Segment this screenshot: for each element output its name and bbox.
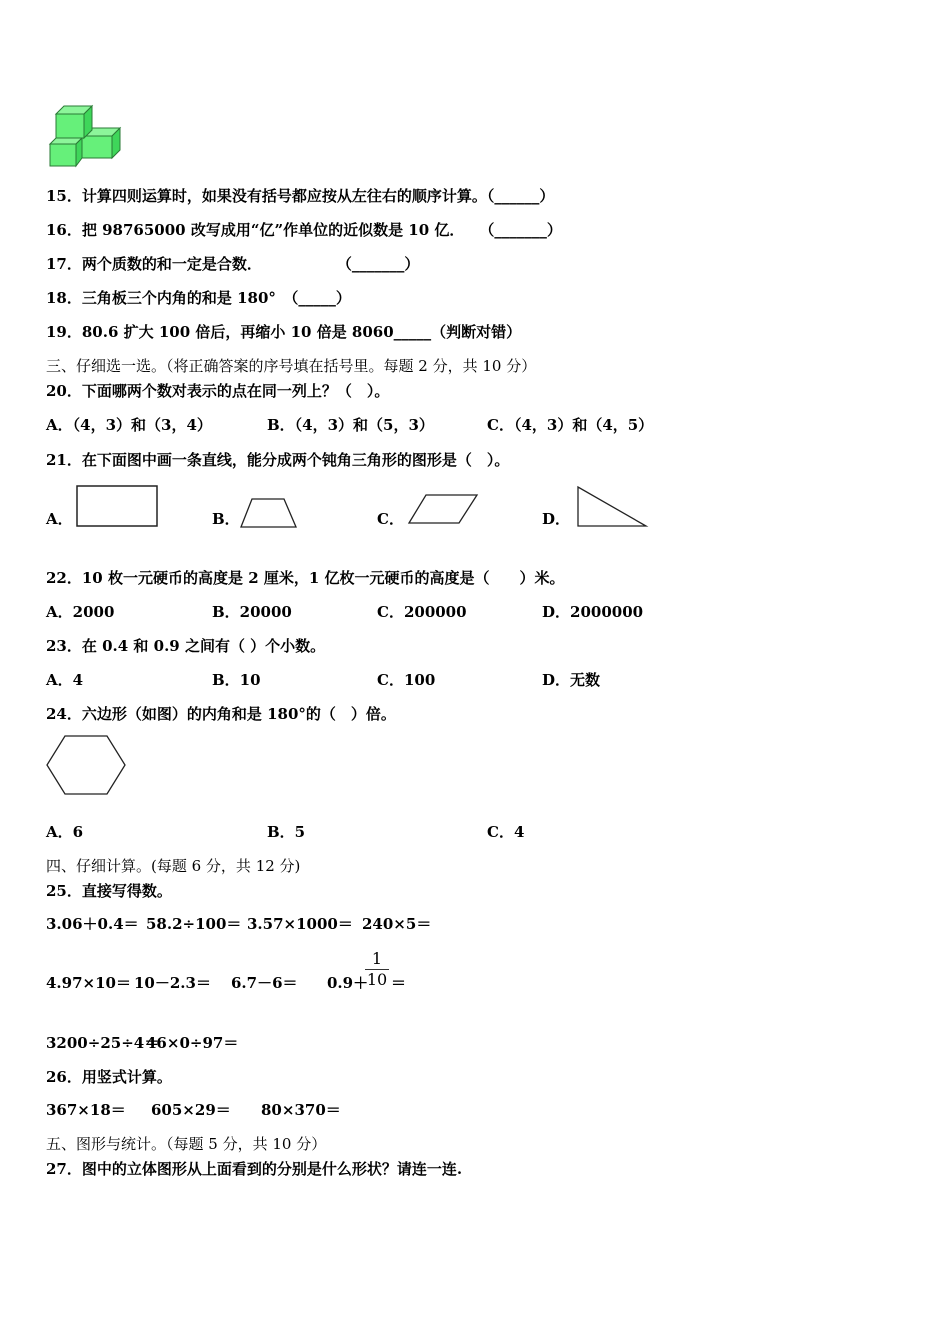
calc-item: 3.06＋0.4＝ xyxy=(46,915,139,933)
section-3-title: 三、仔细选一选。（将正确答案的序号填在括号里。每题 2 分，共 10 分） xyxy=(46,357,537,375)
q23-option-c: C．100 xyxy=(377,671,436,689)
calc-item: 3200÷25÷4＝ xyxy=(46,1034,160,1052)
q20-option-c: C．（4，3）和（4，5） xyxy=(487,416,654,434)
q22-option-c: C．200000 xyxy=(377,603,467,621)
cubes-figure xyxy=(46,100,126,170)
hexagon-shape xyxy=(44,733,128,797)
q21-option-c: C． xyxy=(377,510,404,528)
q24-option-c: C．4 xyxy=(487,823,525,841)
vertical-calc-item: 367×18＝ xyxy=(46,1101,126,1119)
question-20: 20．下面哪两个数对表示的点在同一列上？（ ）。 xyxy=(46,382,390,400)
q23-option-a: A．4 xyxy=(46,671,84,689)
section-5-title: 五、图形与统计。（每题 5 分，共 10 分） xyxy=(46,1135,327,1153)
question-22: 22．10 枚一元硬币的高度是 2 厘米，1 亿枚一元硬币的高度是（ ）米。 xyxy=(46,569,565,587)
q20-option-a: A．（4，3）和（3，4） xyxy=(46,416,212,434)
q22-option-d: D．2000000 xyxy=(542,603,644,621)
question-15: 15．计算四则运算时，如果没有括号都应按从左往右的顺序计算。（______） xyxy=(46,187,555,205)
trapezoid-shape xyxy=(238,496,300,530)
question-18: 18．三角板三个内角的和是 180° （_____） xyxy=(46,289,351,307)
q24-option-b: B．5 xyxy=(267,823,306,841)
vertical-calc-item: 605×29＝ xyxy=(151,1101,231,1119)
calc-item-equals: ＝ xyxy=(391,974,407,992)
calc-item: 4.97×10＝ xyxy=(46,974,131,992)
q22-option-a: A．2000 xyxy=(46,603,115,621)
q24-option-a: A．6 xyxy=(46,823,84,841)
question-19: 19．80.6 扩大 100 倍后，再缩小 10 倍是 8060_____（判断对错） xyxy=(46,323,522,341)
question-25: 25．直接写得数。 xyxy=(46,882,172,900)
calc-item: 58.2÷100＝ xyxy=(146,915,242,933)
calc-item: 6.7－6＝ xyxy=(231,974,298,992)
question-21: 21．在下面图中画一条直线，能分成两个钝角三角形的图形是（ ）。 xyxy=(46,451,510,469)
fraction-numerator: 1 xyxy=(365,949,389,970)
q21-option-a: A． xyxy=(46,510,73,528)
parallelogram-shape xyxy=(406,492,480,526)
calc-item: 3.57×1000＝ xyxy=(247,915,353,933)
question-27: 27．图中的立体图形从上面看到的分别是什么形状？请连一连. xyxy=(46,1160,463,1178)
fraction-denominator: 10 xyxy=(366,970,388,989)
section-4-title: 四、仔细计算。(每题 6 分，共 12 分) xyxy=(46,857,301,875)
vertical-calc-item: 80×370＝ xyxy=(261,1101,341,1119)
q20-option-b: B．（4，3）和（5，3） xyxy=(267,416,434,434)
calc-item: 10－2.3＝ xyxy=(134,974,211,992)
q22-option-b: B．20000 xyxy=(212,603,292,621)
q21-option-d: D． xyxy=(542,510,571,528)
rectangle-shape xyxy=(74,484,160,530)
question-17: 17．两个质数的和一定是合数． （_______） xyxy=(46,255,420,273)
calc-item-fraction-prefix: 0.9＋ xyxy=(327,974,369,992)
question-26: 26．用竖式计算。 xyxy=(46,1068,172,1086)
q23-option-b: B．10 xyxy=(212,671,261,689)
question-24: 24．六边形（如图）的内角和是 180°的（ ）倍。 xyxy=(46,705,396,723)
question-23: 23．在 0.4 和 0.9 之间有（ ）个小数。 xyxy=(46,637,326,655)
q21-option-b: B． xyxy=(212,510,240,528)
calc-item: 240×5＝ xyxy=(362,915,432,933)
question-16: 16．把 98765000 改写成用“亿”作单位的近似数是 10 亿． （_______） xyxy=(46,221,562,239)
right-triangle-shape xyxy=(574,484,650,530)
calc-item: 46×0÷97＝ xyxy=(146,1034,239,1052)
fraction-one-tenth xyxy=(365,949,389,990)
q23-option-d: D．无数 xyxy=(542,671,601,689)
